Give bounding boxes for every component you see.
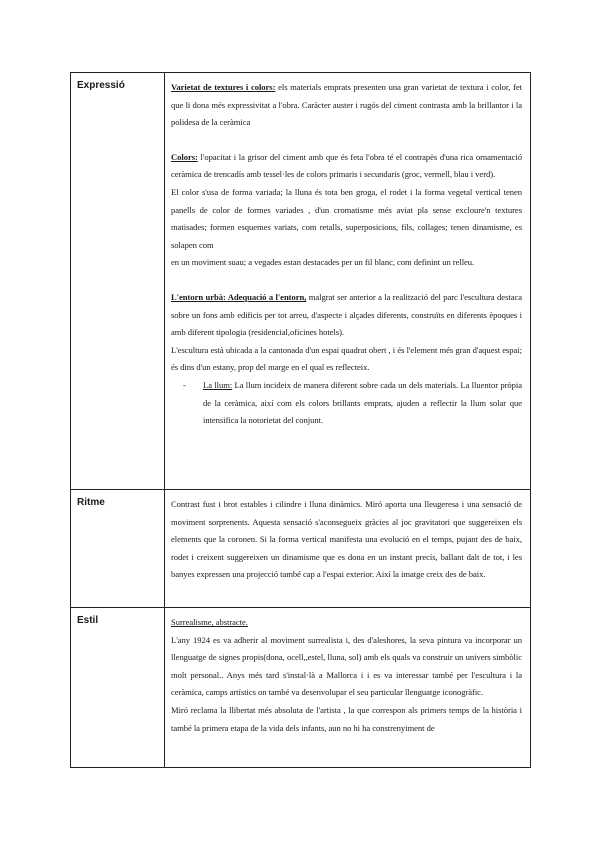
- paragraph-style-title: Surrealisme, abstracte.: [171, 617, 248, 627]
- table-row-estil: [71, 608, 531, 768]
- paragraph-label: L'entorn urbà: Adequació a l'entorn,: [171, 291, 307, 302]
- table-row-expressio: [71, 73, 531, 490]
- table-row-ritme: [71, 490, 531, 608]
- row-heading: Ritme: [77, 497, 105, 508]
- paragraph-location: L'escultura està ubicada a la cantonada d'un espai quadrat obert , i és l'element més gran d'aquest espai; és dins d'un estany, prop del marge en el qual es reflecteix.: [171, 344, 522, 373]
- paragraph-text: malgrat ser anterior a la realització del parc l'escultura destaca sobre un fons amb edificis per tot arreu, d'aspecte i alçades diferents, construïts en diferents èpoques i amb diferent tipologia (residencial,oficines hotels).: [171, 291, 522, 338]
- row-heading-cell: [71, 490, 165, 608]
- row-heading: Expressió: [77, 80, 125, 91]
- paragraph-label: Colors:: [171, 151, 198, 162]
- analysis-table: [70, 72, 531, 768]
- row-heading: Estil: [77, 615, 99, 626]
- paragraph-urban-setting: [171, 289, 522, 342]
- paragraph-textures: [171, 79, 522, 132]
- bullet-text: [203, 377, 522, 430]
- paragraph-color-usage: El color s'usa de forma variada; la lluna és tota ben groga, el rodet i la forma vegetal vertical tenen panells de color de formes variades , d'un cromatisme més aviat pla sense excloure'n textures matisades; formen esquemes variats, com retalls, superposicions, fils, collages; tenen dinamisme, es solapen com: [171, 186, 522, 250]
- bullet-label: La llum:: [203, 379, 233, 390]
- row-content-cell: [165, 608, 531, 768]
- paragraph-surrealism: L'any 1924 es va adherir al moviment surrealista i, des d'aleshores, la seva pintura va incorporar un llenguatge de signes propis(dona, ocell,,estel, lluna, sol) amb els quals va construir un univers simbòlic molt personal.. Anys més tard s'instal·là a Mallorca i i es va interessar també per l'escultura i la ceràmica, camps artístics on també va desenvolupar el seu particular llenguatge iconogràfic.: [171, 634, 522, 698]
- row-content-cell: [165, 490, 531, 608]
- paragraph-color-movement: en un moviment suau; a vegades estan destacades per un fil blanc, com definint un relleu.: [171, 257, 475, 268]
- paragraph-freedom: Miró reclama la llibertat més absoluta de l'artista , la que correspon als primers temps de la història i també la primera etapa de la vida dels infants, aun no hi ha constrenyiment de: [171, 704, 522, 733]
- list-item: [171, 377, 522, 430]
- row-heading-cell: [71, 608, 165, 768]
- paragraph-colors: [171, 149, 522, 184]
- row-heading-cell: [71, 73, 165, 490]
- paragraph-label: Varietat de textures i colors:: [171, 82, 276, 92]
- bullet-body: La llum incideix de manera diferent sobre cada un dels materials. La lluentor pròpia de la ceràmica, així com els colors brillants emprats, ajuden a reflectir la llum solar que intensifica la notorietat del conjunt.: [203, 379, 522, 426]
- paragraph-text: l'opacitat i la grisor del ciment amb que és feta l'obra té el contrapès d'una rica ornamentació ceràmica de trencadís amb tessel·les de colors primaris i secundaris (groc, vermell, blau i verd).: [171, 151, 522, 180]
- bullet-dash: -: [183, 379, 186, 390]
- paragraph-rhythm: Contrast fust i brot estables i cilindre i lluna dinàmics. Miró aporta una lleugeresa i una sensació de moviment sorprenents. Aquesta sensació s'aconsegueix gràcies al joc gravitatori que suggereixen els elements que la coronen. Si la forma vertical manifesta una evolució en el temps, pujant des de baix, rodet i creixent suggereixen un dinamisme que es dona en un instant precís, ballant dalt de tot, i les banyes expressen una projecció també cap a l'espai exterior. Així la imatge creix des de baix.: [171, 499, 522, 580]
- paragraph-text: els materials emprats presenten una gran varietat de textura i color, fet que li dona més expressivitat a l'obra. Caràcter auster i rugós del ciment contrasta amb la brillantor i la polidesa de la ceràmica: [171, 82, 522, 128]
- row-content-cell: [165, 73, 531, 490]
